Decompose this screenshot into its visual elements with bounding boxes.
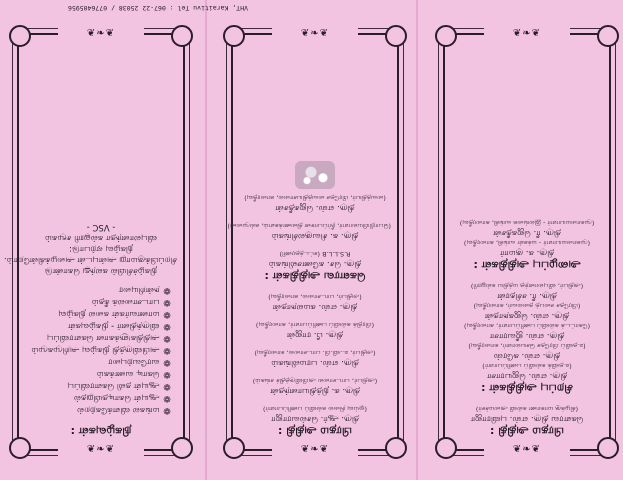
guest-title: (கோட்டக் கல்விப் பணிப்பாளர், காரைதீவு) <box>463 322 591 330</box>
corner-ornament <box>435 437 457 459</box>
guest-title: (உதவிக் கல்விப் பணிப்பாளர்) <box>482 362 572 370</box>
program-item: ❁வரவேற்புரை <box>108 357 171 367</box>
panel-program <box>3 28 190 456</box>
guest-title: (பிரதேச சபைத் தலைவர், காரைதீவு) <box>473 302 581 310</box>
corner-ornament <box>597 25 619 47</box>
guest-name: திரு. எஸ். பரமலிங்கம் <box>271 358 359 368</box>
chief-title: (கிழக்கு மாகாண கல்வி அமைச்சர்) <box>475 405 579 413</box>
fold-line <box>205 0 207 480</box>
program-item: ❁அபிவிருத்தி நிகழ்வு அறிமுகமும் <box>31 345 171 355</box>
program-item: ❁விருந்தினர் - நிகழ்வுகள் <box>67 321 171 331</box>
border-ornament: ❦❧❦ <box>272 28 358 40</box>
corner-ornament <box>171 437 193 459</box>
guest-name: திரு. எஸ். சுரேஸ் <box>493 351 561 361</box>
closing-line: நிகழ்ச்சியில் கலந்து கொண்டு <box>44 266 158 276</box>
bullet-icon: ❁ <box>163 297 171 307</box>
bullet-icon: ❁ <box>163 309 171 319</box>
guest-name: திரு. க. நித்தியானந்தன் <box>270 386 360 396</box>
guest-name: திரு. ரீ. சசிதரன் <box>497 291 557 301</box>
guest-title: (உதவிப் பிரதேச செயலாளர், காரைதீவு) <box>468 342 586 350</box>
bullet-icon: ❁ <box>163 321 171 331</box>
corner-ornament <box>223 25 245 47</box>
guest-title: (பிரதிக் கல்விப் பணிப்பாளர், காரைதீவு) <box>255 321 375 329</box>
bullet-icon: ❁ <box>163 345 171 355</box>
border-ornament: ❦❧❦ <box>58 28 144 40</box>
guest-name: திரு. ஆர். செல்வராஜா <box>271 414 359 424</box>
guest-name: திரு. எஸ். ஜெகநாதன் <box>484 311 570 321</box>
guest-title: (அதிபர், உ.வி.பி. பாடசாலை, காரைதீவு) <box>254 349 376 357</box>
program-item: ❁மாணவர்கள் கலை நிகழ்வு <box>58 309 171 319</box>
guest-name: திரு. பீ. ராஜன் <box>286 330 344 340</box>
guest-name: திரு. எஸ். ஜீவராசா <box>489 331 565 341</box>
program-item: ❁ஆயுள் தலி கெளரவிப்பு <box>67 381 171 391</box>
corner-ornament <box>435 25 457 47</box>
guest-title: (முகாமையாளர் - இலங்கை வங்கி, காரைதீவு) <box>459 219 595 227</box>
program-item: ❁நன்றியுரை <box>118 285 171 295</box>
bullet-icon: ❁ <box>163 333 171 343</box>
guest-title: (வைத்தியர், பிரதேச வைத்தியசாலை, காரைதீவு) <box>244 194 386 202</box>
border-ornament: ❦❧❦ <box>272 444 358 456</box>
corner-ornament <box>385 437 407 459</box>
program-item: ❁கொடி வணக்கம் <box>96 369 171 379</box>
panel-border <box>3 28 185 455</box>
guest-name: திரு. எஸ். ஜெகதீசன் <box>275 203 355 213</box>
border-ornament: ❦❧❦ <box>484 444 570 456</box>
guest-name: திரு. க. குமார் <box>499 248 555 258</box>
guest-name: திரு. எஸ். கமலநாதன் <box>272 302 358 312</box>
bullet-icon: ❁ <box>163 405 171 415</box>
guest-title: (அதிபர், பாடசாலை அபிவிருத்திச் சங்கம்) <box>252 377 378 385</box>
guest-title: (அதிபர், விபுலானந்த மத்திய கல்லூரி) <box>470 282 584 290</box>
panel-content <box>451 45 603 439</box>
chief-heading: பிரதம அதிதி : <box>489 425 565 438</box>
closing-line: நிகழ்வு ஏற்பாடு: <box>69 244 133 254</box>
panel-content <box>3 45 177 439</box>
corner-ornament <box>385 25 407 47</box>
closing-line: விபுலானந்தா கல்லூரி சமூகம் <box>45 233 157 243</box>
panel-chief-guests <box>438 28 616 456</box>
panel-border <box>227 28 399 455</box>
guest-role: பிரதம அதிதி : <box>277 425 353 438</box>
guest-title: (பொறியியலாளர், நீர்ப்பாசன திணைக்களம், கல்முனை) <box>227 222 391 230</box>
program-item: ❁மங்கல விளக்கேற்றல் <box>77 405 171 415</box>
bullet-icon: ❁ <box>163 393 171 403</box>
program-title: நிகழ்வுகள் : <box>70 425 132 438</box>
guest-role: கெளரவ அதிதிகள் : <box>264 270 366 283</box>
program-item: ❁பாடசாலைக் கீதம் <box>91 297 171 307</box>
corner-ornament <box>223 437 245 459</box>
program-item: ❁அதிதிகளுக்கான கெளரவிப்பு <box>46 333 171 343</box>
closing-signature: - VSC - <box>86 222 116 232</box>
corner-ornament <box>597 437 619 459</box>
corner-ornament <box>171 25 193 47</box>
border-ornament: ❦❧❦ <box>484 28 570 40</box>
guest-title: (அதிபர், பாடசாலை, காரைதீவு) <box>268 293 362 301</box>
guest-name: திரு. ரீ. ஜெகதீசன் <box>493 228 561 238</box>
bullet-icon: ❁ <box>163 357 171 367</box>
invited-heading: அழைப்பு அதிதிகள் : <box>473 259 581 272</box>
guest-name: திரு. க. சிவகுலசிங்கம் <box>271 231 359 241</box>
chief-name: கௌரவ திரு. எஸ். புவிராஜா <box>470 414 584 424</box>
guest-name: திரு. செ. கணேசலிங்கம் <box>268 259 362 269</box>
guest-title: (முகாமையாளர் - மக்கள் வங்கி, காரைதீவு) <box>463 239 591 247</box>
panel-content <box>227 45 391 439</box>
guest-title: R.S.L.L.B (சட்டத்தரணி) <box>279 250 351 258</box>
bullet-icon: ❁ <box>163 381 171 391</box>
program-item: ❁ஆயுள் கொடிதயிறுதல் <box>73 393 171 403</box>
bullet-icon: ❁ <box>163 285 171 295</box>
guest-title: (ஓய்வு நிலை கல்விப் பணிப்பாளர்) <box>262 405 368 413</box>
closing-line: சிறப்பிக்குமாறு அன்புடன் அழைக்கின்றோம். <box>3 255 177 265</box>
bullet-icon: ❁ <box>163 369 171 379</box>
panel-border <box>443 28 611 455</box>
guest-name: திரு. எஸ். ஜெயராசா <box>486 371 568 381</box>
panel-guests <box>226 28 404 456</box>
corner-ornament <box>9 25 31 47</box>
fold-line <box>416 0 418 480</box>
special-heading: சிறப்பு அதிதிகள் : <box>481 382 573 395</box>
flower-image <box>295 161 335 189</box>
border-ornament: ❦❧❦ <box>58 444 144 456</box>
edge-contact-text: VHT, Karaitivu Tel : 067-22 25038 / 0776405956 <box>67 4 248 12</box>
corner-ornament <box>9 437 31 459</box>
